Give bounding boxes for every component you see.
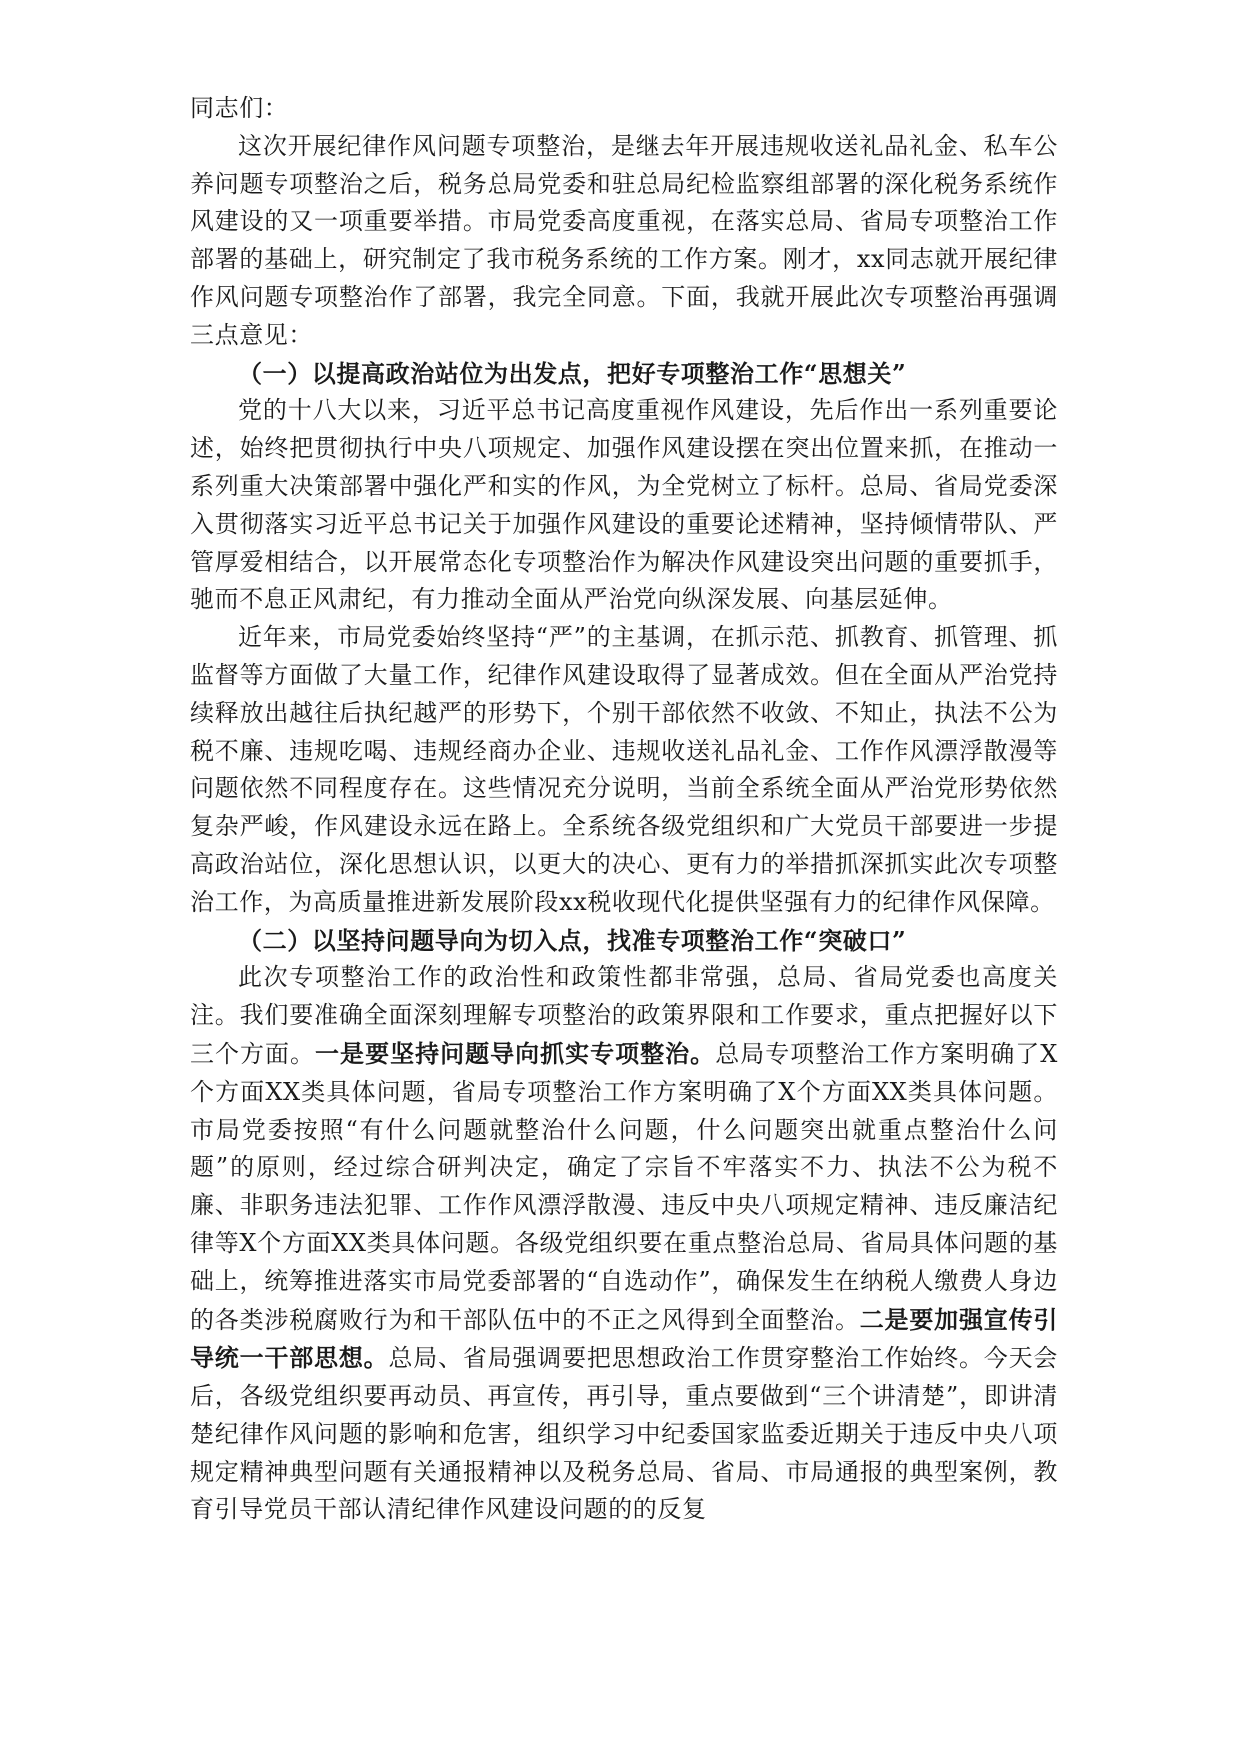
section-1-heading: （一）以提高政治站位为出发点，把好专项整治工作“思想关”: [238, 358, 907, 388]
section-1-paragraph-1: 党的十八大以来，习近平总书记高度重视作风建设，先后作出一系列重要论述，始终把贯彻执行中央八项规定、加强作风建设摆在突出位置来抓，在推动一系列重大决策部署中强化严和实的作风，为全党树立了标杆。总局、省局党委深入贯彻落实习近平总书记关于加强作风建设的重要论述精神，坚持倾情带队、严管厚爱相结合，以开展常态化专项整治作为解决作风建设突出问题的重要抓手，驰而不息正风肃纪，有力推动全面从严治党向纵深发展、向基层延伸。: [190, 396, 1058, 614]
section-2-text-c: 总局、省局强调要把思想政治工作贯穿整治工作始终。今天会后，各级党组织要再动员、再宣传，再引导，重点要做到“三个讲清楚”，即讲清楚纪律作风问题的影响和危害，组织学习中纪委国家监委近期关于违反中央八项规定精神典型问题有关通报精神以及税务总局、省局、市局通报的典型案例，教育引导党员干部认清纪律作风建设问题的的反复: [190, 1344, 1058, 1524]
section-2-lead-1: 一是要坚持问题导向抓实专项整治。: [315, 1038, 716, 1068]
document-body: [190, 90, 1058, 1529]
intro-paragraph: 这次开展纪律作风问题专项整治，是继去年开展违规收送礼品礼金、私车公养问题专项整治之后，税务总局党委和驻总局纪检监察组部署的深化税务系统作风建设的又一项重要举措。市局党委高度重视，在落实总局、省局专项整治工作部署的基础上，研究制定了我市税务系统的工作方案。刚才，xx同志就开展纪律作风问题专项整治作了部署，我完全同意。下面，我就开展此次专项整治再强调三点意见：: [190, 131, 1058, 349]
salutation: 同志们：: [190, 94, 289, 122]
section-2-heading: （二）以坚持问题导向为切入点，找准专项整治工作“突破口”: [238, 925, 907, 955]
section-2-text-b: 总局专项整治工作方案明确了X个方面XX类具体问题，省局专项整治工作方案明确了X个方面XX类具体问题。市局党委按照“有什么问题就整治什么问题，什么问题突出就重点整治什么问题”的原则，经过综合研判决定，确定了宗旨不牢落实不力、执法不公为税不廉、非职务违法犯罪、工作作风漂浮散漫、违反中央八项规定精神、违反廉洁纪律等X个方面XX类具体问题。各级党组织要在重点整治总局、省局具体问题的基础上，统筹推进落实市局党委部署的“自选动作”，确保发生在纳税人缴费人身边的各类涉税腐败行为和干部队伍中的不正之风得到全面整治。: [190, 1039, 1058, 1334]
section-2-paragraph: [190, 959, 1058, 1529]
section-2-text-a: 此次专项整治工作的政治性和政策性都非常强，总局、省局党委也高度关注。我们要准确全面深刻理解专项整治的政策界限和工作要求，重点把握好以下三个方面。: [190, 963, 1058, 1068]
section-1-paragraph-2: 近年来，市局党委始终坚持“严”的主基调，在抓示范、抓教育、抓管理、抓监督等方面做了大量工作，纪律作风建设取得了显著成效。但在全面从严治党持续释放出越往后执纪越严的形势下，个别干部依然不收敛、不知止，执法不公为税不廉、违规吃喝、违规经商办企业、违规收送礼品礼金、工作作风漂浮散漫等问题依然不同程度存在。这些情况充分说明，当前全系统全面从严治党形势依然复杂严峻，作风建设永远在路上。全系统各级党组织和广大党员干部要进一步提高政治站位，深化思想认识，以更大的决心、更有力的举措抓深抓实此次专项整治工作，为高质量推进新发展阶段xx税收现代化提供坚强有力的纪律作风保障。: [190, 623, 1058, 916]
section-2-lead-2: 二是要加强宣传引导统一干部思想。: [190, 1304, 1058, 1373]
